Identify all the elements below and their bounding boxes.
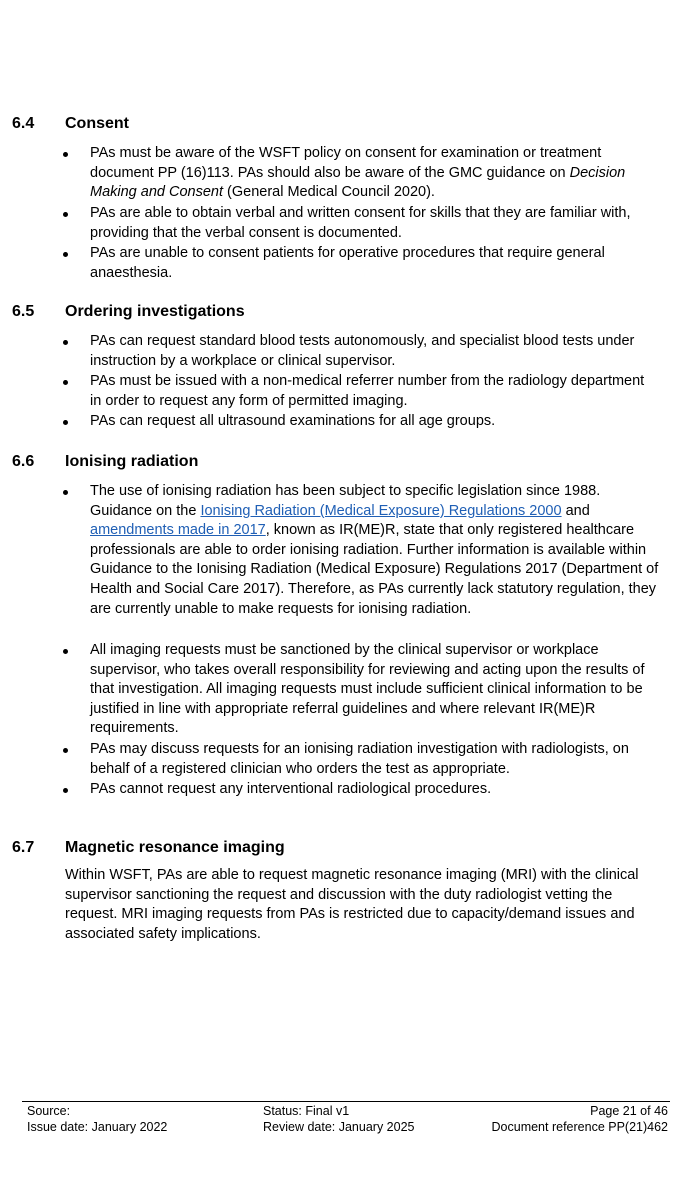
list-item: [0, 641, 677, 740]
section-title: Consent: [65, 115, 129, 132]
footer-right: [470, 1103, 668, 1135]
footer-issue-date: Issue date: January 2022: [27, 1120, 168, 1134]
list-item: [0, 144, 677, 204]
footer-document-reference: Document reference PP(21)462: [491, 1120, 668, 1134]
italic-title: Decision Making and Consent: [90, 164, 626, 201]
bullet-text: PAs can request standard blood tests autonomously, and specialist blood tests under instruction by a workplace or clinical supervisor.: [90, 333, 635, 369]
bullet-icon: [63, 152, 68, 157]
footer-page-number: Page 21 of 46: [590, 1104, 668, 1118]
bullet-text: PAs cannot request any interventional radiological procedures.: [90, 781, 492, 797]
bullet-text: PAs are able to obtain verbal and written consent for skills that they are familiar with, providing that the verbal consent is documented.: [90, 205, 631, 241]
bullet-text: PAs must be issued with a non-medical referrer number from the radiology department in order to request any form of permitted imaging.: [90, 373, 645, 409]
bullet-list: [0, 144, 677, 284]
section-number: 6.5: [12, 303, 35, 320]
section-title: Ordering investigations: [65, 303, 245, 320]
list-item: [0, 412, 677, 432]
amendments-2017-link[interactable]: amendments made in 2017: [90, 522, 266, 539]
list-item: [0, 780, 677, 800]
bullet-icon: [63, 380, 68, 385]
bullet-text: [90, 144, 659, 203]
bullet-list: [0, 482, 677, 800]
section-title: Magnetic resonance imaging: [65, 839, 285, 856]
bullet-icon: [63, 212, 68, 217]
bullet-text: All imaging requests must be sanctioned by the clinical supervisor or workplace supervisor, who takes overall responsibility for reviewing and acting upon the results of that investigation. All imaging requests must include sufficient clinical information to be justified in line with appropriate referral guidelines and where relevant IR(ME)R requirements.: [90, 642, 645, 737]
bullet-icon: [63, 252, 68, 257]
section-number: 6.4: [12, 115, 35, 132]
text-run: The use of ionising radiation has been subject to specific legislation since 1988. Guidance on the: [90, 483, 601, 519]
footer-divider: [22, 1101, 670, 1102]
bullet-text: [90, 482, 659, 619]
footer-review-date: Review date: January 2025: [263, 1120, 415, 1134]
irmer-2000-link[interactable]: Ionising Radiation (Medical Exposure) Regulations 2000: [200, 502, 562, 519]
bullet-list: [0, 332, 677, 432]
footer-status: Status: Final v1: [263, 1104, 350, 1118]
list-item: [0, 244, 677, 284]
section-paragraph: Within WSFT, PAs are able to request magnetic resonance imaging (MRI) with the clinical supervisor sanctioning the request and discussion with the duty radiologist vetting the request. MRI imaging requests from PAs is restricted due to capacity/demand issues and associated safety implications.: [65, 867, 639, 942]
bullet-text: PAs are unable to consent patients for operative procedures that require general anaesthesia.: [90, 245, 605, 281]
bullet-icon: [63, 748, 68, 753]
list-item: [0, 482, 677, 641]
bullet-icon: [63, 490, 68, 495]
text-run: , known as IR(ME)R, state that only registered healthcare professionals are able to order ionising radiation. Further information is available within Guidance to the Ionising Radiation (Medical Exposure) Regulations 2017 (Department of Health and Social Care 2017). Therefore, as PAs currently lack statutory regulation, they are currently unable to make requests for ionising radiation.: [90, 522, 659, 617]
section-number: 6.6: [12, 453, 35, 470]
list-item: [0, 740, 677, 780]
footer-left: [27, 1103, 167, 1135]
section-heading: [0, 838, 677, 858]
bullet-text: PAs can request all ultrasound examinations for all age groups.: [90, 413, 496, 429]
section-heading: [0, 114, 677, 134]
text-run: PAs must be aware of the WSFT policy on consent for examination or treatment document PP (16)113. PAs should also be aware of the GMC guidance on: [90, 145, 602, 181]
footer-middle: [263, 1103, 414, 1135]
section-heading: [0, 302, 677, 322]
section-title: Ionising radiation: [65, 453, 199, 470]
section-number: 6.7: [12, 839, 35, 856]
text-run: (General Medical Council 2020).: [223, 184, 435, 201]
bullet-icon: [63, 340, 68, 345]
bullet-icon: [63, 420, 68, 425]
bullet-icon: [63, 788, 68, 793]
list-item: [0, 204, 677, 244]
footer-source: Source:: [27, 1104, 71, 1118]
text-run: and: [561, 502, 590, 519]
section-heading: [0, 452, 677, 472]
bullet-icon: [63, 649, 68, 654]
bullet-text: PAs may discuss requests for an ionising radiation investigation with radiologists, on behalf of a registered clinician who orders the test as appropriate.: [90, 741, 629, 777]
list-item: [0, 372, 677, 412]
list-item: [0, 332, 677, 372]
